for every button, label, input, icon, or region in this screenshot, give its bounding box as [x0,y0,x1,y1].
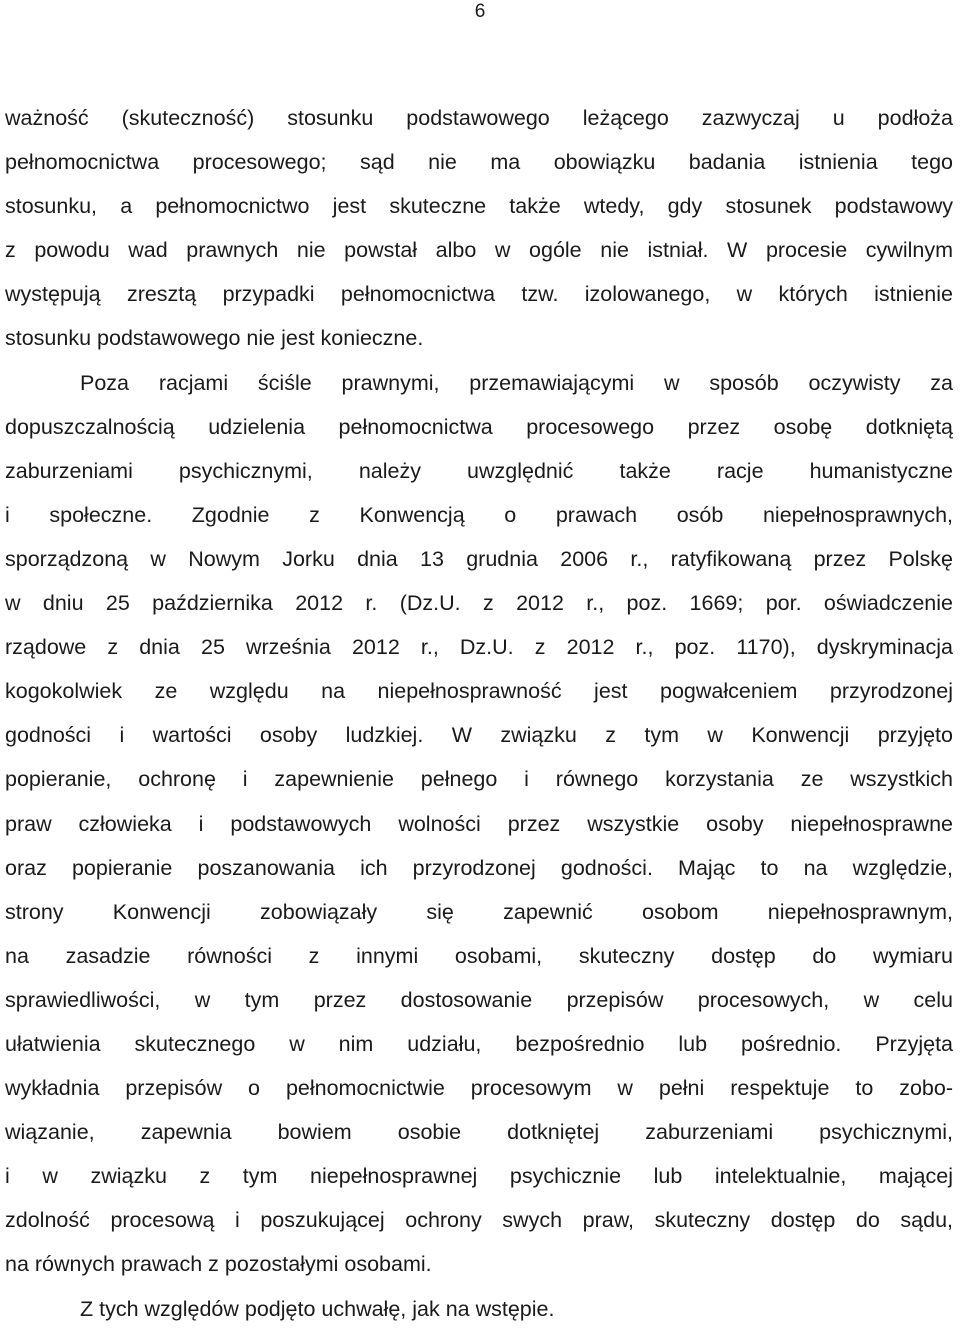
text-line: w dniu 25 października 2012 r. (Dz.U. z 2012 r., poz. 1669; por. oświadczenie [5,591,953,616]
body-text [5,96,953,1331]
text-line: na równych prawach z pozostałymi osobami. [5,1252,432,1277]
text-line: z powodu wad prawnych nie powstał albo w ogóle nie istniał. W procesie cywilnym [5,238,953,263]
text-line: dopuszczalnością udzielenia pełnomocnictwa procesowego przez osobę dotkniętą [5,414,953,439]
page-number: 6 [474,1,486,22]
text-line: praw człowieka i podstawowych wolności przez wszystkie osoby niepełnosprawne [5,811,953,836]
text-line: ułatwienia skutecznego w nim udziału, bezpośrednio lub pośrednio. Przyjęta [5,1031,953,1056]
text-line: pełnomocnictwa procesowego; sąd nie ma obowiązku badania istnienia tego [5,150,953,175]
text-line: zaburzeniami psychicznymi, należy uwzględnić także racje humanistyczne [5,458,953,483]
text-line: kogokolwiek ze względu na niepełnosprawność jest pogwałceniem przyrodzonej [5,679,953,704]
text-line: rządowe z dnia 25 września 2012 r., Dz.U. z 2012 r., poz. 1170), dyskryminacja [5,635,953,660]
text-line: godności i wartości osoby ludzkiej. W związku z tym w Konwencji przyjęto [5,723,953,748]
text-line: strony Konwencji zobowiązały się zapewnić osobom niepełnosprawnym, [5,899,953,924]
text-line: stosunku, a pełnomocnictwo jest skuteczne także wtedy, gdy stosunek podstawowy [5,194,953,219]
text-line: oraz popieranie poszanowania ich przyrodzonej godności. Mając to na względzie, [5,855,953,880]
text-line: i społeczne. Zgodnie z Konwencją o prawach osób niepełnosprawnych, [5,502,953,527]
text-line: wykładnia przepisów o pełnomocnictwie procesowym w pełni respektuje to zobo- [5,1076,953,1101]
text-line: ważność (skuteczność) stosunku podstawowego leżącego zazwyczaj u podłoża [5,106,953,130]
text-line: popieranie, ochronę i zapewnienie pełnego i równego korzystania ze wszystkich [5,767,953,792]
text-line: występują zresztą przypadki pełnomocnictwa tzw. izolowanego, w których istnienie [5,282,953,307]
text-line: sporządzoną w Nowym Jorku dnia 13 grudnia 2006 r., ratyfikowaną przez Polskę [5,546,953,571]
text-line: Poza racjami ściśle prawnymi, przemawiającymi w sposób oczywisty za [80,370,953,395]
text-line: stosunku podstawowego nie jest konieczne. [5,326,424,351]
text-line: i w związku z tym niepełnosprawnej psychicznie lub intelektualnie, mającej [5,1164,953,1189]
text-line: na zasadzie równości z innymi osobami, skuteczny dostęp do wymiaru [5,943,953,968]
text-line: zdolność procesową i poszukującej ochrony swych praw, skuteczny dostęp do sądu, [5,1208,953,1233]
text-line: wiązanie, zapewnia bowiem osobie dotkniętej zaburzeniami psychicznymi, [5,1120,953,1145]
text-line: sprawiedliwości, w tym przez dostosowanie przepisów procesowych, w celu [5,987,953,1012]
text-line: Z tych względów podjęto uchwałę, jak na wstępie. [80,1296,555,1321]
